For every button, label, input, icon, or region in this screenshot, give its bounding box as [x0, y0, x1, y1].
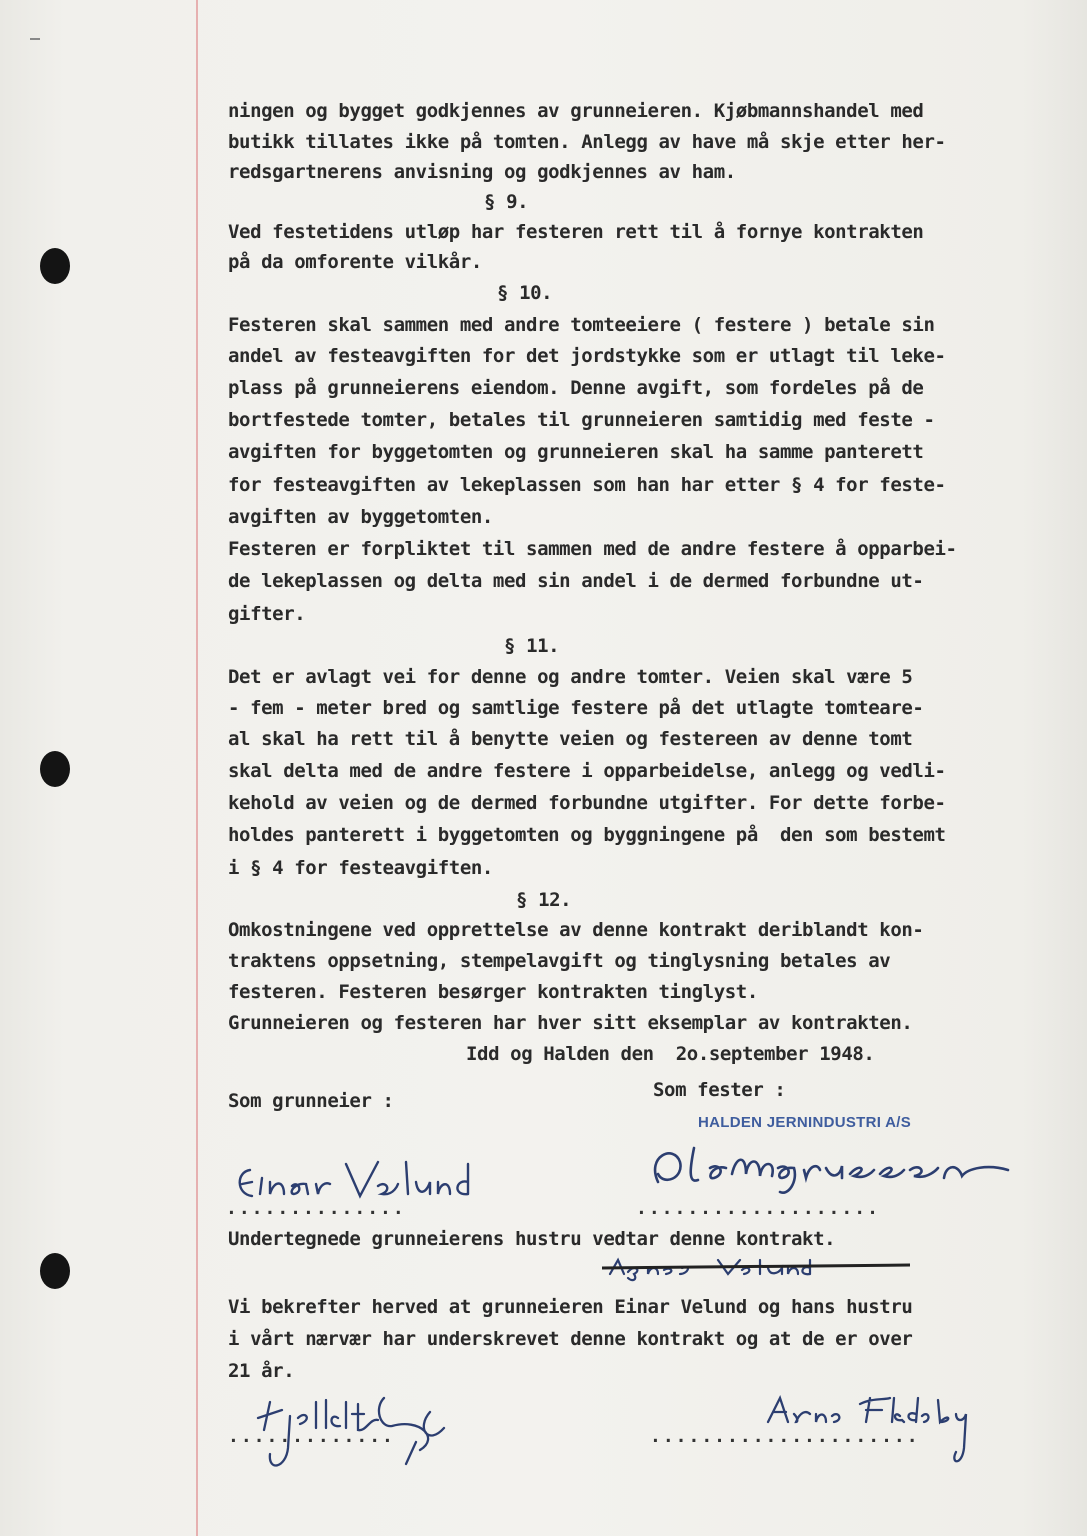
signature-dotted-line: ...................: [636, 1198, 880, 1219]
section-heading: § 12.: [516, 889, 572, 911]
text-line: butikk tillates ikke på tomten. Anlegg av have må skje etter her-: [228, 131, 946, 153]
text-line: skal delta med de andre festere i opparbeidelse, anlegg og vedli-: [228, 760, 946, 782]
punch-hole: [40, 248, 70, 284]
signature-dotted-line: .............: [228, 1426, 395, 1447]
text-line: avgiften for byggetomten og grunneieren skal ha samme panterett: [228, 441, 924, 463]
landowner-label: Som grunneier :: [228, 1090, 394, 1112]
text-line: Grunneieren og festeren har hver sitt eksemplar av kontrakten.: [228, 1012, 913, 1034]
company-stamp: HALDEN JERNINDUSTRI A/S: [698, 1114, 912, 1131]
text-line: plass på grunneierens eiendom. Denne avgift, som fordeles på de: [228, 377, 924, 399]
lessee-label: Som fester :: [653, 1079, 786, 1101]
punch-hole: [40, 751, 70, 787]
text-line: Undertegnede grunneierens hustru vedtar denne kontrakt.: [228, 1228, 836, 1250]
text-line: festeren. Festeren besørger kontrakten tinglyst.: [228, 981, 758, 1003]
signature-dotted-line: ..............: [226, 1198, 406, 1219]
text-line: traktens oppsetning, stempelavgift og tinglysning betales av: [228, 950, 891, 972]
red-margin-line: [196, 0, 198, 1536]
text-line: al skal ha rett til å benytte veien og festereen av denne tomt: [228, 728, 913, 750]
text-line: Omkostningene ved opprettelse av denne kontrakt deriblandt kon-: [228, 919, 924, 941]
text-line: gifter.: [228, 603, 306, 625]
text-line: i § 4 for festeavgiften.: [228, 857, 493, 879]
text-line: Festeren er forpliktet til sammen med de andre festere å opparbei-: [228, 538, 957, 560]
text-line: 21 år.: [228, 1360, 295, 1382]
text-line: redsgartnerens anvisning og godkjennes av ham.: [228, 161, 736, 183]
text-line: holdes panterett i byggetomten og byggningene på den som bestemt: [228, 824, 946, 846]
text-line: på da omforente vilkår.: [228, 251, 482, 273]
text-line: Vi bekrefter herved at grunneieren Einar Velund og hans hustru: [228, 1296, 913, 1318]
lessee-signature: [628, 1134, 1038, 1206]
text-line: Ved festetidens utløp har festeren rett til å fornye kontrakten: [228, 221, 924, 243]
text-line: for festeavgiften av lekeplassen som han har etter § 4 for feste-: [228, 474, 946, 496]
section-heading: § 10.: [497, 282, 553, 304]
text-line: kehold av veien og de dermed forbundne utgifter. For dette forbe-: [228, 792, 946, 814]
place-date-line: Idd og Halden den 2o.september 1948.: [466, 1043, 875, 1065]
text-line: Det er avlagt vei for denne og andre tomter. Veien skal være 5: [228, 666, 913, 688]
text-line: de lekeplassen og delta med sin andel i de dermed forbundne ut-: [228, 570, 924, 592]
text-line: - fem - meter bred og samtlige festere på det utlagte tomteare-: [228, 697, 924, 719]
section-heading: § 11.: [504, 635, 560, 657]
text-line: bortfestede tomter, betales til grunneieren samtidig med feste -: [228, 409, 935, 431]
punch-hole: [40, 1253, 70, 1289]
text-line: Festeren skal sammen med andre tomteeiere ( festere ) betale sin: [228, 314, 935, 336]
text-line: ningen og bygget godkjennes av grunneieren. Kjøbmannshandel med: [228, 100, 924, 122]
corner-mark: [30, 38, 40, 40]
signature-dotted-line: .....................: [650, 1426, 920, 1447]
text-line: andel av festeavgiften for det jordstykke som er utlagt til leke-: [228, 345, 946, 367]
spouse-signature: [598, 1252, 918, 1282]
text-line: i vårt nærvær har underskrevet denne kontrakt og at de er over: [228, 1328, 913, 1350]
section-heading: § 9.: [484, 191, 529, 213]
text-line: avgiften av byggetomten.: [228, 506, 493, 528]
